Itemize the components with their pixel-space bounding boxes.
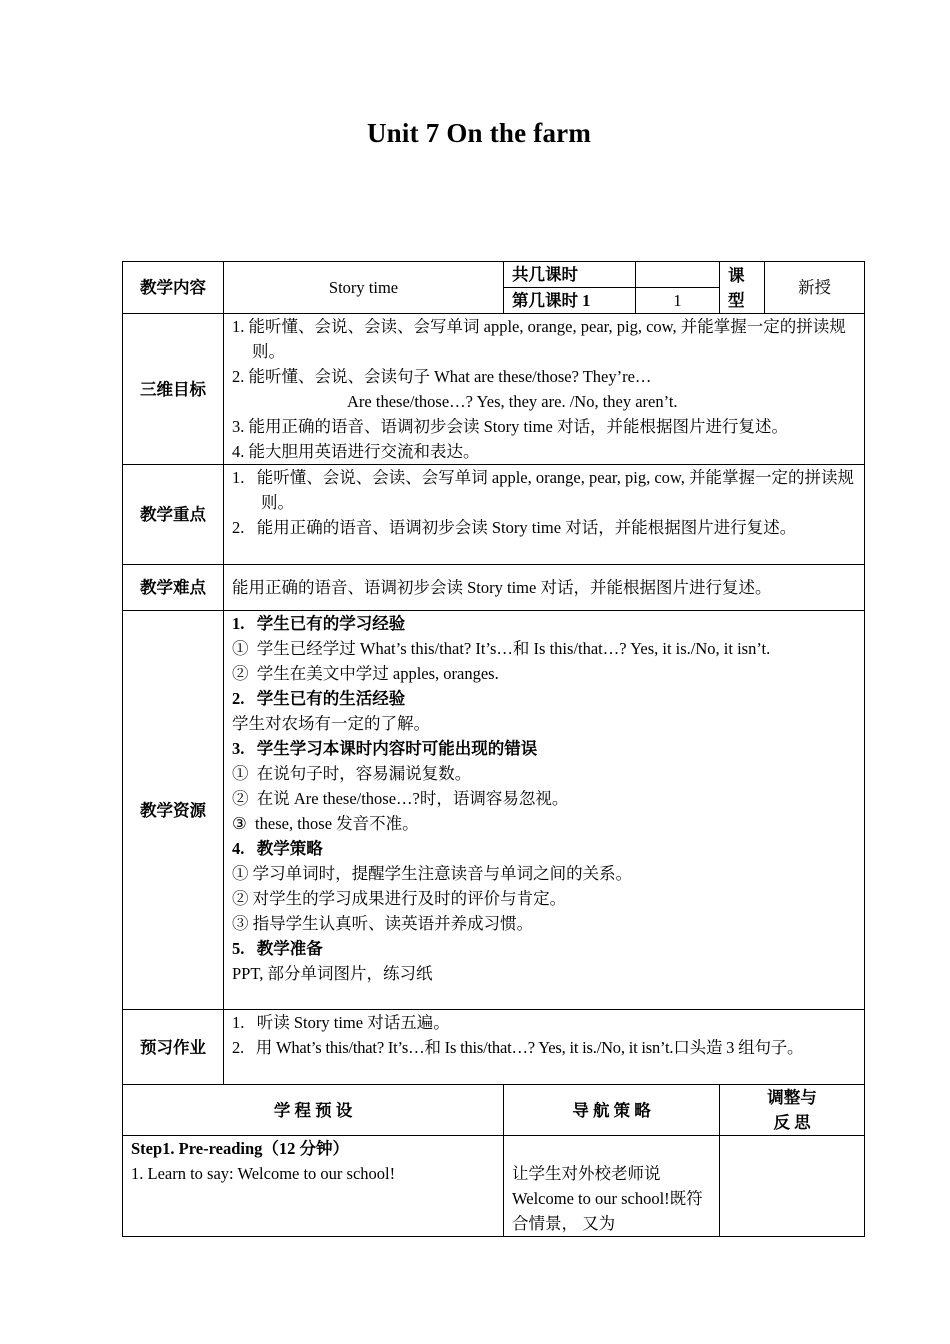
step1-item: 1. Learn to say: Welcome to our school! <box>131 1164 396 1183</box>
key-point-number: 2. <box>232 518 245 537</box>
preview-number: 2. <box>232 1038 244 1057</box>
resources-text: 学生对农场有一定的了解。 <box>232 714 430 733</box>
step1-title: Step1. Pre-reading（12 分钟） <box>131 1139 350 1158</box>
objective-item: 2. 能听懂、会说、会读句子 What are these/those? They’re… <box>232 367 652 386</box>
key-point-item <box>232 515 856 540</box>
course-type-label-1: 课 <box>728 265 745 285</box>
resources-item: ② 在说 Are these/those…?时，语调容易忽视。 <box>232 789 569 808</box>
total-periods-value <box>636 262 720 288</box>
course-type-value: 新授 <box>765 262 865 314</box>
objective-item: Are these/those…? Yes, they are. /No, they aren’t. <box>347 392 678 411</box>
resources-heading: 4. 教学策略 <box>232 839 323 858</box>
preview-text: 用 What’s this/that? It’s…和 Is this/that…? Yes, it is./No, it isn’t.口头造 3 组句子。 <box>255 1038 804 1057</box>
key-point-text: 能听懂、会说、会读、会写单词 apple, orange, pear, pig, cow, 并能掌握一定的拼读规则。 <box>256 468 854 512</box>
preview-item <box>232 1035 856 1060</box>
key-point-number: 1. <box>232 468 245 487</box>
resources-content <box>224 611 865 1010</box>
resources-item: ② 对学生的学习成果进行及时的评价与肯定。 <box>232 889 567 908</box>
course-type-label <box>720 262 765 314</box>
content-value: Story time <box>224 262 504 314</box>
difficult-points-text: 能用正确的语音、语调初步会读 Story time 对话，并能根据图片进行复述。 <box>224 565 865 611</box>
resources-item: ① 学生已经学过 What’s this/that? It’s…和 Is this/that…? Yes, it is./No, it isn’t. <box>232 639 771 658</box>
lesson-plan-table <box>122 261 865 1237</box>
reflection-header-line: 反 思 <box>773 1113 811 1132</box>
preview-item <box>232 1010 856 1035</box>
key-points-content <box>224 465 865 565</box>
resources-heading: 2. 学生已有的生活经验 <box>232 689 406 708</box>
step1-reflection <box>720 1136 865 1237</box>
resources-item: ③ these, those 发音不准。 <box>232 814 419 833</box>
reflection-col-header <box>720 1085 865 1136</box>
period-value: 1 <box>636 288 720 314</box>
step1-cell <box>123 1136 504 1237</box>
resources-item: ① 在说句子时，容易漏说复数。 <box>232 764 472 783</box>
strategy-col-header: 导 航 策 略 <box>504 1085 720 1136</box>
key-point-item <box>232 465 856 515</box>
period-label: 第几课时 1 <box>504 288 636 314</box>
key-point-text: 能用正确的语音、语调初步会读 Story time 对话，并能根据图片进行复述。 <box>256 518 797 537</box>
objectives-content <box>224 314 865 465</box>
preview-text: 听读 Story time 对话五遍。 <box>256 1013 450 1032</box>
difficult-points-label: 教学难点 <box>123 565 224 611</box>
page-title: Unit 7 On the farm <box>366 118 592 148</box>
resources-text: PPT, 部分单词图片，练习纸 <box>232 964 433 983</box>
preview-number: 1. <box>232 1013 245 1032</box>
resources-item: ③ 指导学生认真听、读英语并养成习惯。 <box>232 914 534 933</box>
content-label: 教学内容 <box>123 262 224 314</box>
objective-item: 3. 能用正确的语音、语调初步会读 Story time 对话，并能根据图片进行复述。 <box>232 417 788 436</box>
resources-item: ① 学习单词时，提醒学生注意读音与单词之间的关系。 <box>232 864 633 883</box>
total-periods-label: 共几课时 <box>504 262 636 288</box>
step1-strategy: 让学生对外校老师说 Welcome to our school!既符合情景， 又为 <box>504 1136 720 1237</box>
objective-item: 4. 能大胆用英语进行交流和表达。 <box>232 442 480 461</box>
resources-heading: 1. 学生已有的学习经验 <box>232 614 406 633</box>
key-points-label: 教学重点 <box>123 465 224 565</box>
course-type-label-2: 型 <box>728 290 745 310</box>
objective-item: 1. 能听懂、会说、会读、会写单词 apple, orange, pear, pig, cow, 并能掌握一定的拼读规则。 <box>232 317 846 361</box>
reflection-header-line: 调整与 <box>767 1088 817 1107</box>
objectives-label: 三维目标 <box>123 314 224 465</box>
resources-heading: 3. 学生学习本课时内容时可能出现的错误 <box>232 739 538 758</box>
preview-content <box>224 1010 865 1085</box>
preview-label: 预习作业 <box>123 1010 224 1085</box>
process-col-header: 学 程 预 设 <box>123 1085 504 1136</box>
resources-heading: 5. 教学准备 <box>232 939 323 958</box>
resources-label: 教学资源 <box>123 611 224 1010</box>
resources-item: ② 学生在美文中学过 apples, oranges. <box>232 664 499 683</box>
